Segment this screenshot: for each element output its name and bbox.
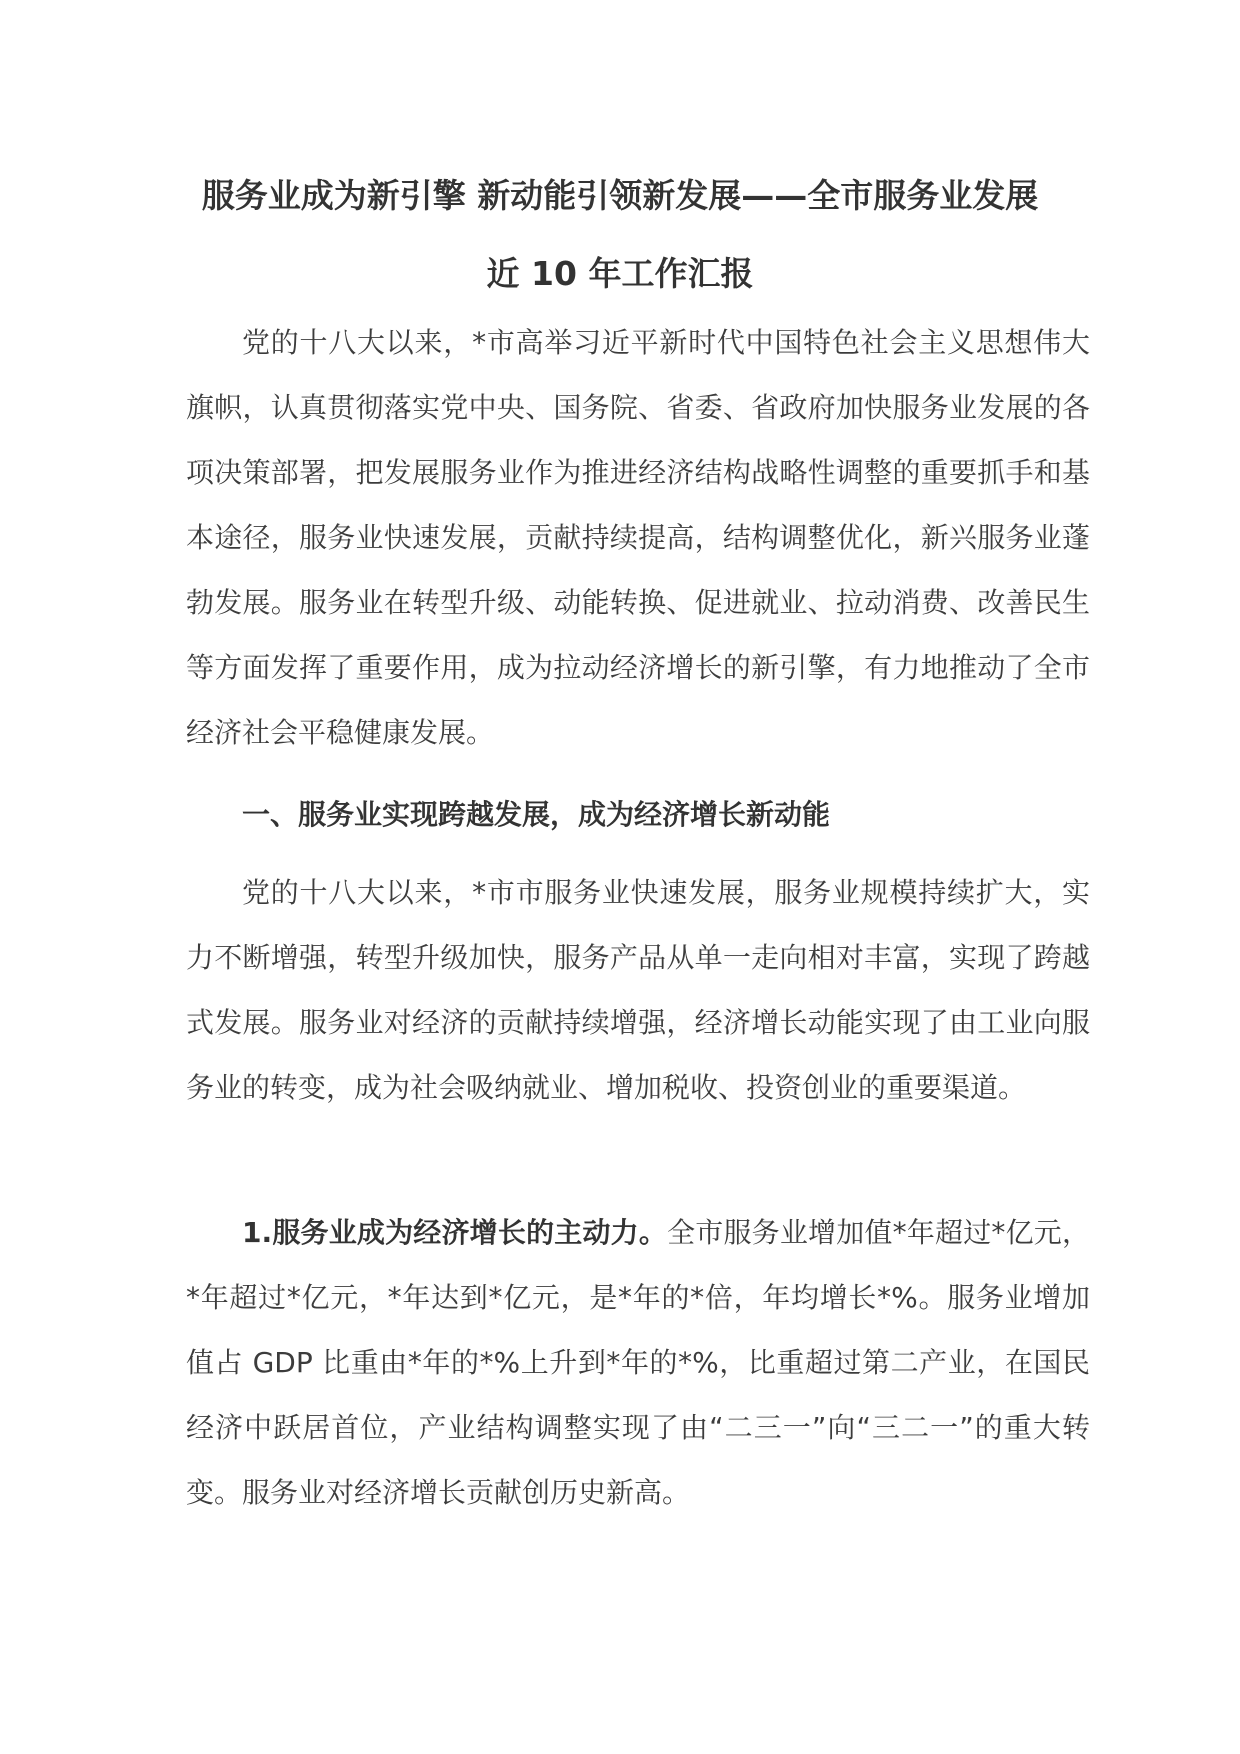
- intro-paragraph: 党的十八大以来，*市高举习近平新时代中国特色社会主义思想伟大旗帜，认真贯彻落实党中央、国务院、省委、省政府加快服务业发展的各项决策部署，把发展服务业作为推进经济结构战略性调整的重要抓手和基本途径，服务业快速发展，贡献持续提高，结构调整优化，新兴服务业蓬勃发展。服务业在转型升级、动能转换、促进就业、拉动消费、改善民生等方面发挥了重要作用，成为拉动经济增长的新引擎，有力地推动了全市经济社会平稳健康发展。: [186, 326, 1090, 749]
- subsection-1-lead: 1.服务业成为经济增长的主动力。: [242, 1216, 668, 1249]
- subsection-1-paragraph: [186, 1200, 1090, 1525]
- subsection-1-body: 全市服务业增加值*年超过*亿元，*年超过*亿元，*年达到*亿元，是*年的*倍，年均增长*%。服务业增加值占 GDP 比重由*年的*%上升到*年的*%，比重超过第二产业，在国民经济中跃居首位，产业结构调整实现了由“二三一”向“三二一”的重大转变。服务业对经济增长贡献创历史新高。: [186, 1216, 1090, 1509]
- document-title-line-2: 近 10 年工作汇报: [486, 254, 754, 293]
- document-title-line-1: 服务业成为新引擎 新动能引领新发展——全市服务业发展: [201, 176, 1039, 215]
- section-heading-1: 一、服务业实现跨越发展，成为经济增长新动能: [242, 798, 831, 831]
- section-1-paragraph: 党的十八大以来，*市市服务业快速发展，服务业规模持续扩大，实力不断增强，转型升级加快，服务产品从单一走向相对丰富，实现了跨越式发展。服务业对经济的贡献持续增强，经济增长动能实现了由工业向服务业的转变，成为社会吸纳就业、增加税收、投资创业的重要渠道。: [186, 876, 1090, 1104]
